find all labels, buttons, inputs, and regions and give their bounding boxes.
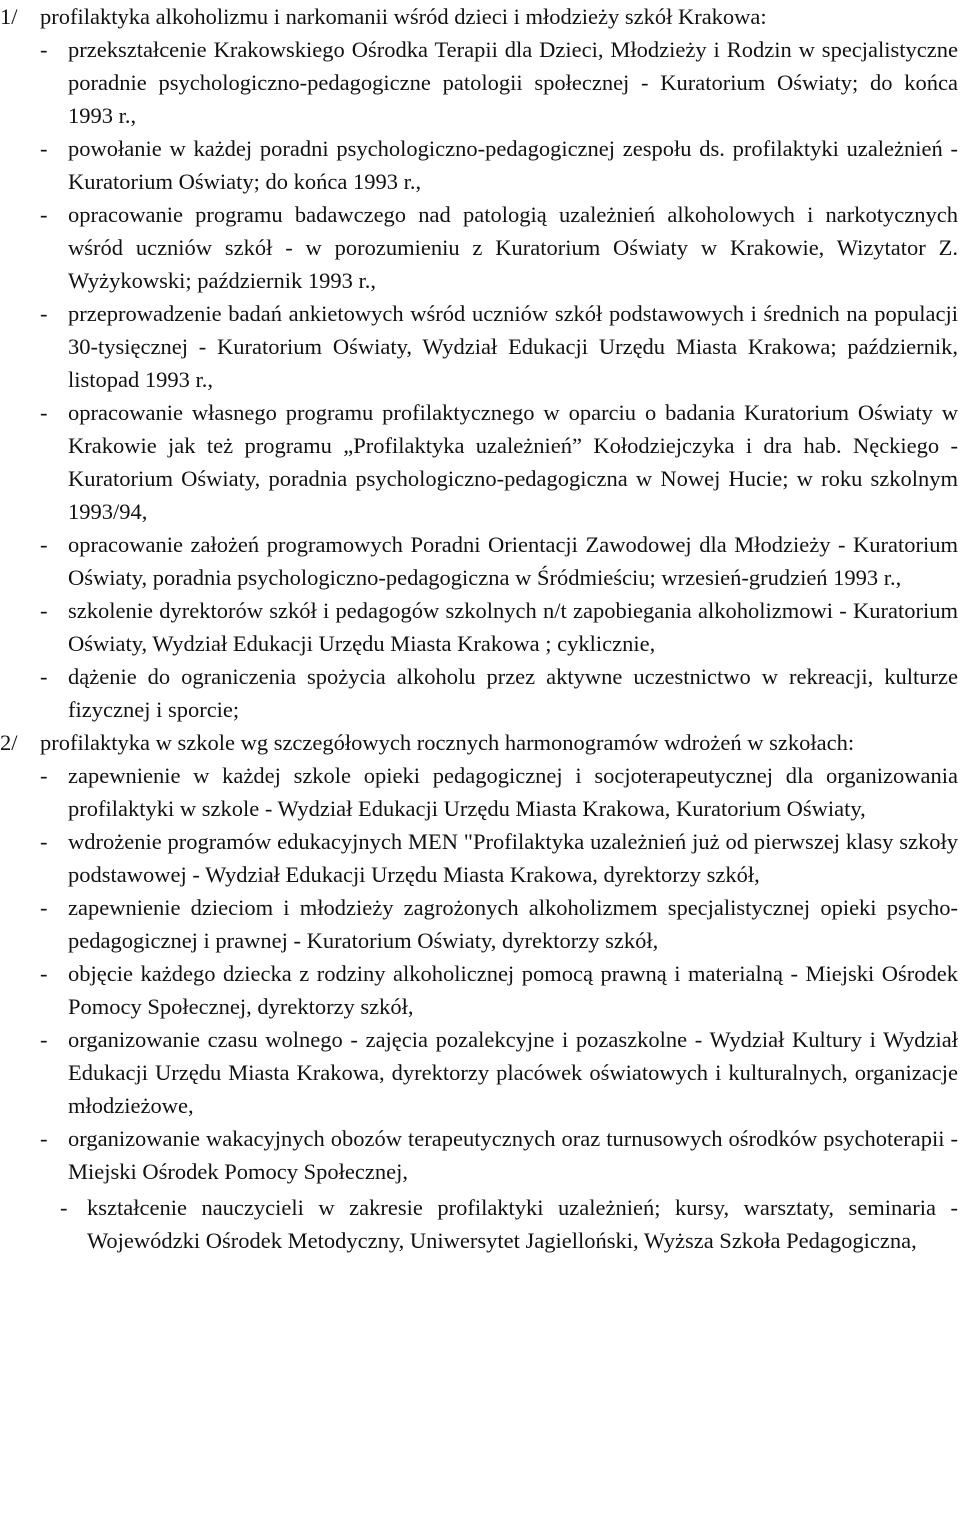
list-item [0, 198, 958, 297]
list-item [0, 891, 958, 957]
section-number: 1/ [0, 4, 18, 29]
list-item-text: kształcenie nauczycieli w zakresie profilaktyki uzależnień; kursy, warsztaty, seminaria - Wojewódzki Ośrodek Metodyczny, Uniwersytet Jagielloński, Wyższa Szkoła Pedagogiczna, [87, 1195, 958, 1253]
list-item [0, 957, 958, 1023]
list-item-text: opracowanie założeń programowych Poradni Orientacji Zawodowej dla Młodzieży - Kuratorium Oświaty, poradnia psychologiczno-pedagogiczna w Śródmieściu; wrzesień-grudzień 1993 r., [68, 532, 958, 590]
list-item [0, 594, 958, 660]
section-heading [0, 726, 958, 759]
list-item-text: szkolenie dyrektorów szkół i pedagogów szkolnych n/t zapobiegania alkoholizmowi - Kuratorium Oświaty, Wydział Edukacji Urzędu Miasta Krakowa ; cyklicznie, [68, 598, 958, 656]
list-dash: - [40, 301, 48, 326]
list-item [0, 528, 958, 594]
list-item [0, 1122, 958, 1188]
list-item [0, 660, 958, 726]
list-dash: - [40, 829, 48, 854]
list-item [0, 1023, 958, 1122]
list-dash: - [40, 763, 48, 788]
section-heading-text: profilaktyka alkoholizmu i narkomanii wśród dzieci i młodzieży szkół Krakowa: [40, 4, 767, 29]
list-dash: - [40, 532, 48, 557]
list-item [0, 396, 958, 528]
list-item [0, 132, 958, 198]
list-item [0, 33, 958, 132]
list-dash: - [40, 961, 48, 986]
list-item [0, 1191, 958, 1257]
section-1 [0, 0, 958, 726]
list-dash: - [60, 1195, 68, 1220]
list-item [0, 759, 958, 825]
section-heading [0, 0, 958, 33]
list-item-text: przekształcenie Krakowskiego Ośrodka Terapii dla Dzieci, Młodzieży i Rodzin w specjalistyczne poradnie psychologiczno-pedagogiczne patologii społecznej - Kuratorium Oświaty; do końca 1993 r., [68, 37, 958, 128]
list-dash: - [40, 1126, 48, 1151]
list-item-text: opracowanie programu badawczego nad patologią uzależnień alkoholowych i narkotycznych wśród uczniów szkół - w porozumieniu z Kuratorium Oświaty w Krakowie, Wizytator Z. Wyżykowski; październik 1993 r., [68, 202, 958, 293]
list-item-text: wdrożenie programów edukacyjnych MEN "Profilaktyka uzależnień już od pierwszej klasy szkoły podstawowej - Wydział Edukacji Urzędu Miasta Krakowa, dyrektorzy szkół, [68, 829, 958, 887]
list-item-text: zapewnienie dzieciom i młodzieży zagrożonych alkoholizmem specjalistycznej opieki psycho-pedagogicznej i prawnej - Kuratorium Oświaty, dyrektorzy szkół, [68, 895, 958, 953]
list-item-text: objęcie każdego dziecka z rodziny alkoholicznej pomocą prawną i materialną - Miejski Ośrodek Pomocy Społecznej, dyrektorzy szkół, [68, 961, 958, 1019]
list-dash: - [40, 598, 48, 623]
list-dash: - [40, 202, 48, 227]
section-number: 2/ [0, 730, 18, 755]
list-item [0, 825, 958, 891]
list-item-text: przeprowadzenie badań ankietowych wśród uczniów szkół podstawowych i średnich na populacji 30-tysięcznej - Kuratorium Oświaty, Wydział Edukacji Urzędu Miasta Krakowa; październik, listopad 1993 r., [68, 301, 958, 392]
list-dash: - [40, 136, 48, 161]
list-item [0, 297, 958, 396]
list-item-text: organizowanie czasu wolnego - zajęcia pozalekcyjne i pozaszkolne - Wydział Kultury i Wydział Edukacji Urzędu Miasta Krakowa, dyrektorzy placówek oświatowych i kulturalnych, organizacje młodzieżowe, [68, 1027, 958, 1118]
list-dash: - [40, 400, 48, 425]
list-dash: - [40, 664, 48, 689]
list-item-text: powołanie w każdej poradni psychologiczno-pedagogicznej zespołu ds. profilaktyki uzależnień - Kuratorium Oświaty; do końca 1993 r., [68, 136, 958, 194]
list-dash: - [40, 37, 48, 62]
list-item-text: opracowanie własnego programu profilaktycznego w oparciu o badania Kuratorium Oświaty w Krakowie jak też programu „Profilaktyka uzależnień” Kołodziejczyka i dra hab. Nęckiego - Kuratorium Oświaty, poradnia psychologiczno-pedagogiczna w Nowej Hucie; w roku szkolnym 1993/94, [68, 400, 958, 524]
list-item-text: organizowanie wakacyjnych obozów terapeutycznych oraz turnusowych ośrodków psychoterapii - Miejski Ośrodek Pomocy Społecznej, [68, 1126, 958, 1184]
section-heading-text: profilaktyka w szkole wg szczegółowych rocznych harmonogramów wdrożeń w szkołach: [40, 730, 855, 755]
section-2 [0, 726, 958, 1257]
list-dash: - [40, 895, 48, 920]
list-dash: - [40, 1027, 48, 1052]
list-item-text: dążenie do ograniczenia spożycia alkoholu przez aktywne uczestnictwo w rekreacji, kulturze fizycznej i sporcie; [68, 664, 958, 722]
list-item-text: zapewnienie w każdej szkole opieki pedagogicznej i socjoterapeutycznej dla organizowania profilaktyki w szkole - Wydział Edukacji Urzędu Miasta Krakowa, Kuratorium Oświaty, [68, 763, 958, 821]
